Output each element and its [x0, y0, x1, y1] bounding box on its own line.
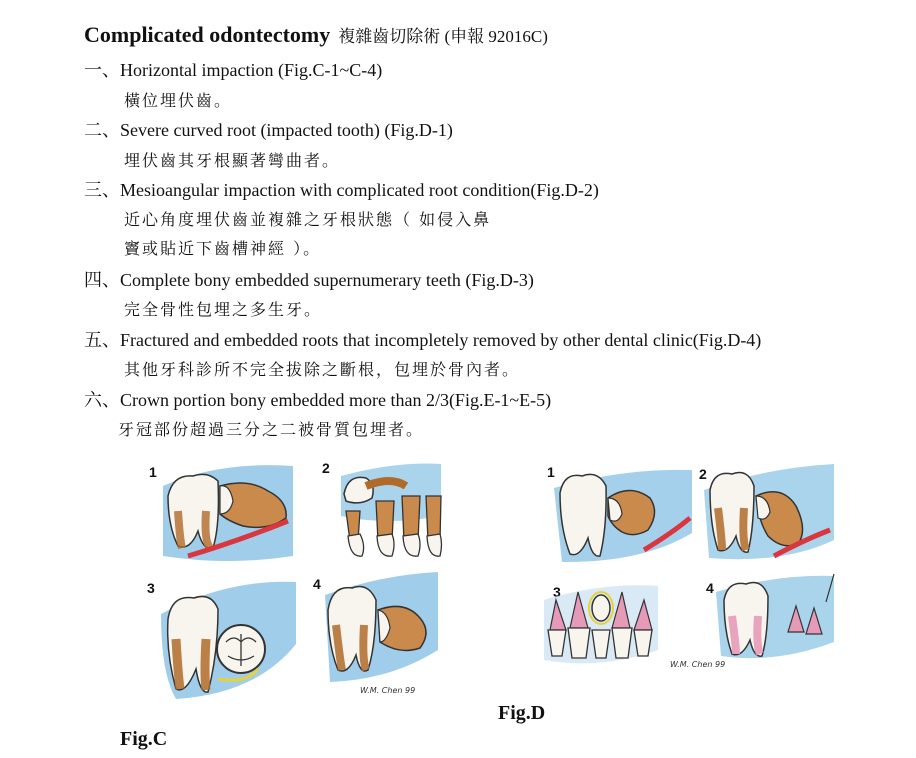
fig-d-panel-number: 3 — [553, 584, 561, 600]
fig-d2-illustration — [704, 460, 836, 564]
item-3-zh-line1: 近心角度埋伏齒並複雜之牙根狀態（ 如侵入鼻 — [124, 210, 492, 229]
item-2-zh: 埋伏齒其牙根顯著彎曲者。 — [124, 151, 341, 170]
item-6: 六、Crown portion bony embedded more than 2/3(Fig.E-1~E-5) — [84, 390, 552, 410]
fig-d-panel-number: 2 — [699, 466, 707, 482]
fig-d3-illustration — [542, 580, 660, 672]
fig-d-signature: W.M. Chen 99 — [670, 660, 726, 669]
item-6-zh: 牙冠部份超過三分之二被骨質包埋者。 — [118, 420, 425, 439]
fig-d-panel-number: 4 — [706, 580, 714, 596]
fig-d1-illustration — [552, 458, 698, 566]
fig-c-panel-number: 2 — [322, 460, 330, 476]
item-5: 五、Fractured and embedded roots that incompletely removed by other dental clinic(Fig.D-4) — [84, 330, 762, 350]
item-2: 二、Severe curved root (impacted tooth) (Fig.D-1) — [84, 120, 453, 140]
fig-c3-illustration — [156, 574, 302, 702]
title-chinese: 複雜齒切除術 (申報 92016C) — [338, 27, 548, 46]
fig-d4-illustration — [716, 572, 838, 664]
fig-d-label: Fig.D — [498, 702, 546, 724]
fig-c2-illustration — [336, 456, 446, 561]
item-3: 三、Mesioangular impaction with complicated root condition(Fig.D-2) — [84, 180, 599, 200]
item-3-zh-line2: 竇或貼近下齒槽神經 ）。 — [124, 239, 322, 258]
page-title — [84, 22, 548, 48]
title-english: Complicated odontectomy — [84, 22, 331, 47]
fig-c-signature: W.M. Chen 99 — [360, 686, 416, 695]
fig-c-panel-number: 4 — [313, 576, 321, 592]
item-4-zh: 完全骨性包埋之多生牙。 — [124, 300, 323, 319]
item-1-zh: 橫位埋伏齒。 — [124, 91, 233, 110]
fig-c4-illustration — [320, 570, 444, 692]
fig-c-panel-number: 3 — [147, 580, 155, 596]
fig-c1-illustration — [158, 456, 298, 566]
fig-c-panel-number: 1 — [149, 464, 157, 480]
item-1: 一、Horizontal impaction (Fig.C-1~C-4) — [84, 60, 383, 80]
item-4: 四、Complete bony embedded supernumerary teeth (Fig.D-3) — [84, 270, 534, 290]
item-5-zh: 其他牙科診所不完全拔除之斷根，包埋於骨內者。 — [124, 360, 521, 379]
fig-c-label: Fig.C — [120, 728, 168, 750]
fig-d-panel-number: 1 — [547, 464, 555, 480]
